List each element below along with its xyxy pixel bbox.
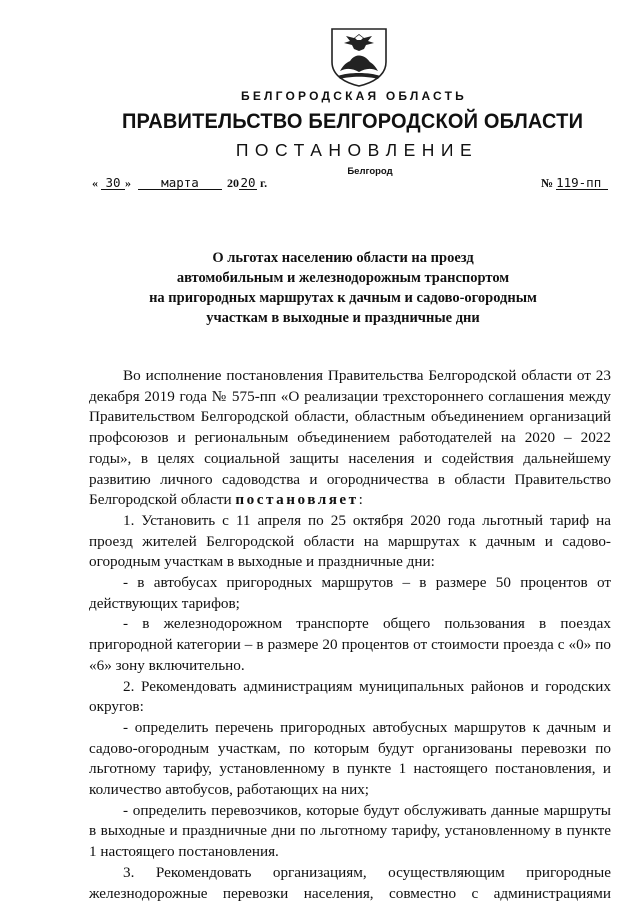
paragraph-item-1: 1. Установить с 11 апреля по 25 октября 2020 года льготный тариф на проезд жителей Белгородской области на маршрутах к дачным и садово-огородным участкам в выходные и праздничные дни:: [89, 511, 611, 571]
title-line: на пригородных маршрутах к дачным и садово-огородным: [149, 290, 537, 306]
paragraph-preamble: [89, 366, 611, 511]
coat-of-arms-icon: [328, 26, 390, 88]
date-year-suffix: 20: [240, 175, 256, 190]
title-line: автомобильным и железнодорожным транспортом: [176, 270, 510, 286]
paragraph-item-2: 2. Рекомендовать администрациям муниципальных районов и городских округов:: [89, 677, 611, 716]
government-heading: ПРАВИТЕЛЬСТВО БЕЛГОРОДСКОЙ ОБЛАСТИ: [121, 109, 584, 133]
date-day: 30: [101, 176, 125, 190]
document-date: [92, 176, 267, 191]
date-open-quote: «: [92, 176, 98, 190]
city-label: Белгород: [347, 166, 393, 177]
date-year-unit: г.: [260, 176, 268, 190]
date-month: марта: [138, 176, 222, 190]
document-type-heading: ПОСТАНОВЛЕНИЕ: [235, 140, 479, 160]
document-title: [118, 248, 568, 328]
number-value: 119-пп: [556, 176, 608, 190]
date-close-quote: »: [125, 176, 131, 190]
title-line: участкам в выходные и праздничные дни: [206, 310, 480, 326]
number-sign: №: [541, 176, 554, 190]
preamble-colon: :: [358, 491, 363, 509]
paragraph-item-2-routes: - определить перечень пригородных автобусных маршрутов к дачным и садово-огородным участкам, по которым будут организованы перевозки по льготному тарифу, установленному в пункте 1 настоящего постановления, и количество автобусов, работающих на них;: [89, 718, 611, 799]
title-line: О льготах населению области на проезд: [212, 250, 474, 266]
paragraph-item-2-carriers: - определить перевозчиков, которые будут обслуживать данные маршруты в выходные и праздничные дни по льготному тарифу, установленному в пункте 1 настоящего постановления.: [89, 801, 611, 861]
document-number: [541, 176, 608, 191]
document-body: [89, 366, 611, 904]
preamble-text: Во исполнение постановления Правительства Белгородской области от 23 декабря 2019 года № 575-пп «О реализации трехстороннего соглашения между Правительством Белгородской области, областным объединением организаций профсоюзов и региональным объединением работодателей на 2020 – 2022 годы», в целях социальной защиты населения и содействия дальнейшему развитию личного садоводства и огородничества в области Правительство Белгородской области: [89, 367, 611, 509]
date-year-prefix: 20: [227, 176, 239, 190]
region-heading: БЕЛГОРОДСКАЯ ОБЛАСТЬ: [241, 89, 467, 103]
paragraph-item-3: 3. Рекомендовать организациям, осуществляющим пригородные железнодорожные перевозки населения, совместно с администрациями: [89, 863, 611, 902]
paragraph-item-1-bus: - в автобусах пригородных маршрутов – в размере 50 процентов от действующих тарифов;: [89, 574, 611, 612]
decree-keyword: постановляет: [235, 491, 359, 509]
paragraph-item-1-rail: - в железнодорожном транспорте общего пользования в поездах пригородной категории – в размере 20 процентов от стоимости проезда с «0» по «6» зону включительно.: [89, 615, 611, 674]
